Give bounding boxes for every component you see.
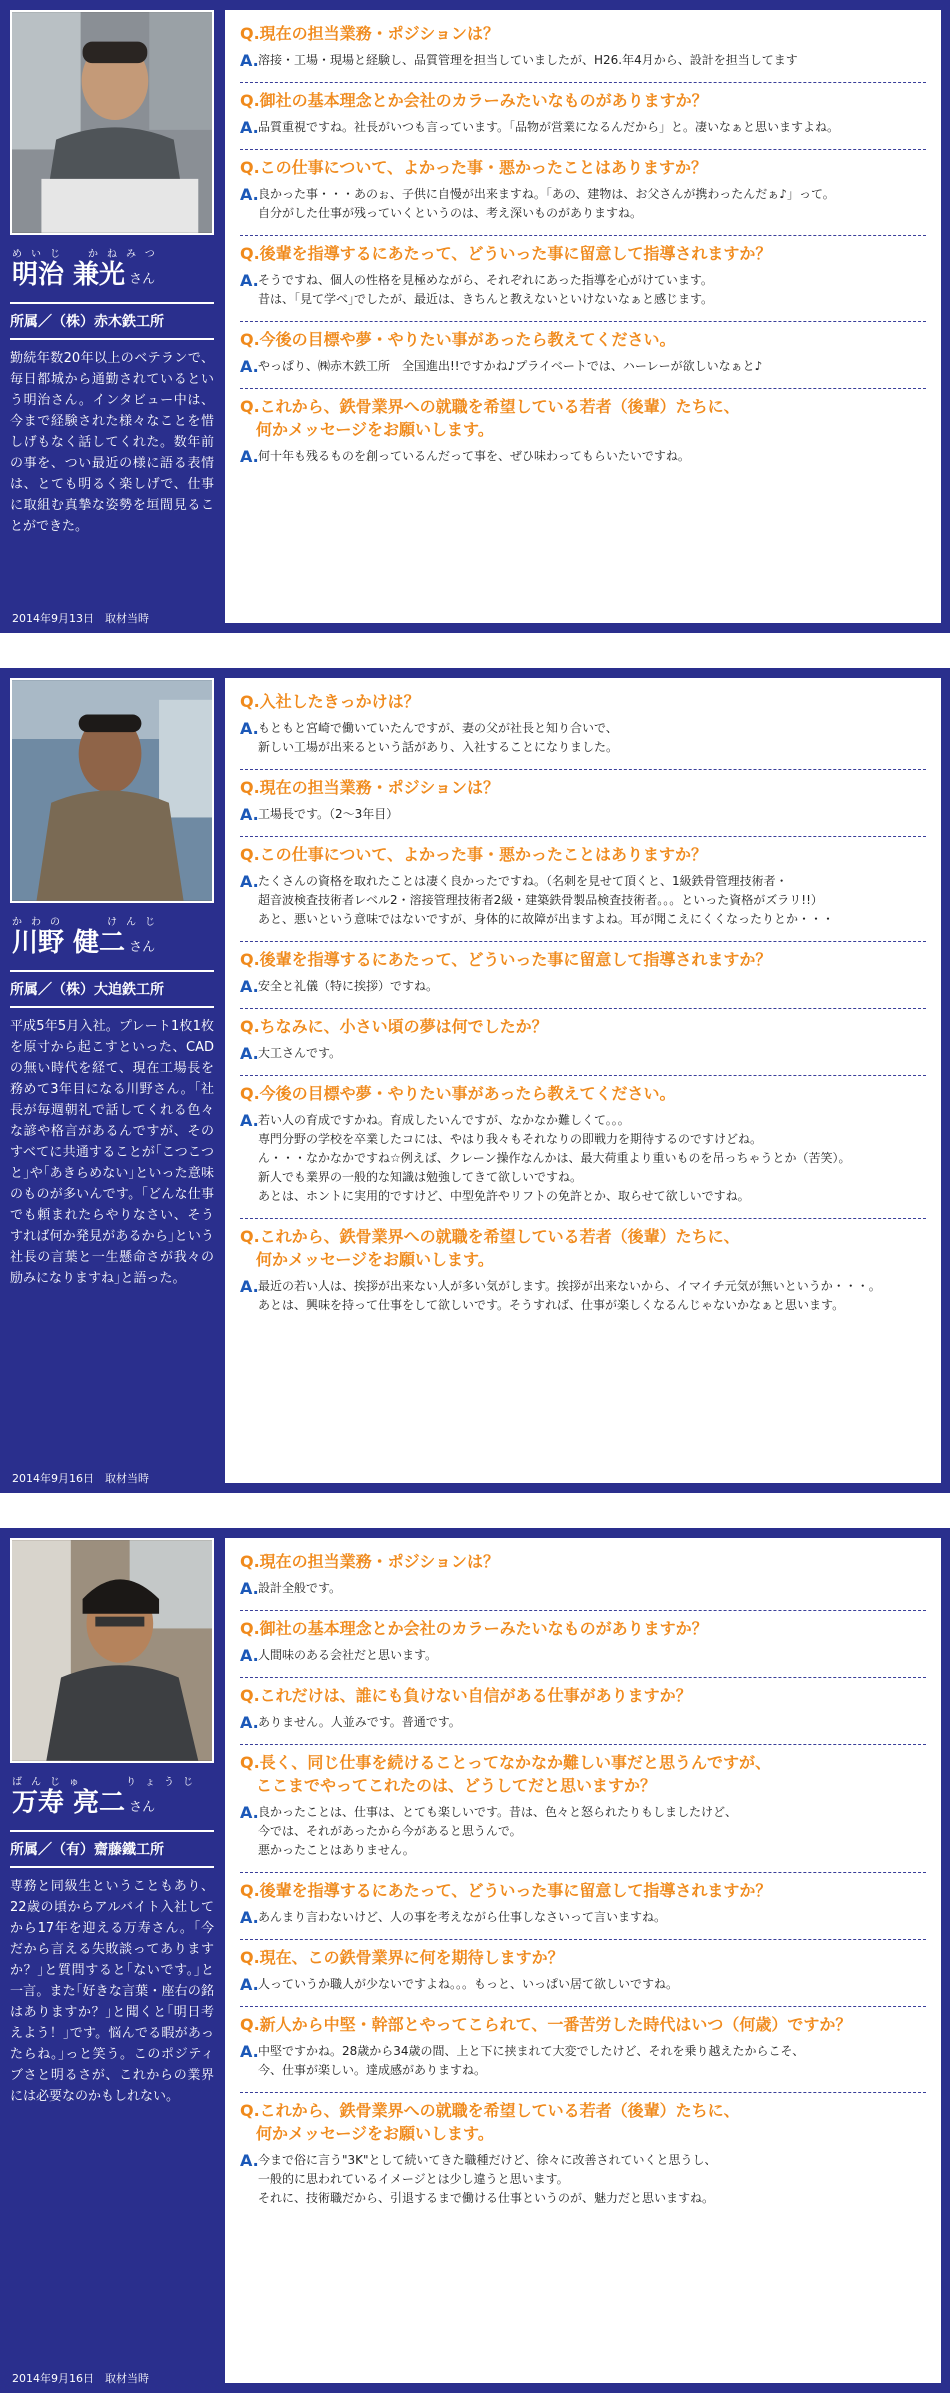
qa-item	[240, 322, 926, 389]
name-reading: かわの けんじ	[12, 917, 164, 928]
answer-mark: A.	[240, 1713, 259, 1732]
profile-panel	[10, 678, 214, 1289]
answer-mark: A.	[240, 1908, 259, 1927]
answer	[240, 1713, 926, 1732]
photo-illustration	[12, 1540, 212, 1761]
interview-card	[0, 668, 950, 1493]
divider	[10, 1006, 214, 1008]
qa-item	[240, 2093, 926, 2220]
answer-mark: A.	[240, 357, 259, 376]
company-affiliation: 所属／（株）赤木鉄工所	[10, 314, 164, 330]
answer-mark: A.	[240, 271, 259, 290]
company-affiliation: 所属／（株）大迫鉄工所	[10, 982, 164, 998]
qa-item	[240, 837, 926, 942]
qa-item	[240, 83, 926, 150]
interviewee-name	[12, 259, 214, 296]
qa-item	[240, 1745, 926, 1873]
answer-text: 工場長です。（2～3年目）	[258, 807, 399, 821]
answer-text: 設計全般です。	[258, 1581, 342, 1595]
answer	[240, 447, 926, 466]
answer-text: たくさんの資格を取れたことは凄く良かったですね。（名刺を見せて頂くと、1級鉄骨管理技術者・ 超音波検査技術者レベル2・溶接管理技術者2級・建築鉄骨製品検査技術者。。。といった資格がズラリ!!） あと、悪いという意味ではないですが、身体的に故障が出ますよね。耳が聞こえにくくなったりとか・・・	[258, 874, 835, 926]
interviewee-bio: 専務と同級生ということもあり、22歳の頃からアルバイト入社してから17年を迎える万寿さん。｢今だから言える失敗談ってありますか？｣と質問すると｢ないです。｣と一言。また｢好きな言葉・座右の銘はありますか？｣と聞くと｢明日考えよう！｣です。悩んでる暇があったらね。｣っと笑う。このポジティブさと明るさが、これからの業界には必要なのかもしれない。	[10, 1879, 214, 2104]
name-text: 川野 健二	[12, 928, 126, 958]
question: Q.後輩を指導するにあたって、どういった事に留意して指導されますか？	[240, 1881, 772, 1900]
qa-item	[240, 389, 926, 478]
answer-text: 若い人の育成ですかね。育成したいんですが、なかなか難しくて。。。 専門分野の学校を卒業したコには、やはり我々もそれなりの即戦力を期待するのですけどね。 ん・・・なかなかですね☆例えば、クレーン操作なんかは、最大荷重より重いものを吊っちゃうとか（苦笑）。 新人でも業界の一般的な知識は勉強してきて欲しいですね。 あとは、ホントに実用的ですけど、中型免許やリフトの免許とか、取らせて欲しいですね。	[258, 1113, 851, 1203]
qa-item	[240, 236, 926, 322]
qa-item	[240, 1678, 926, 1745]
qa-item	[240, 150, 926, 236]
answer-mark: A.	[240, 51, 259, 70]
answer-text: 中堅ですかね。28歳から34歳の間、上と下に挟まれて大変でしたけど、それを乗り越えたからこそ、 今、仕事が楽しい。達成感がありますね。	[258, 2044, 805, 2077]
qa-item	[240, 770, 926, 837]
answer-mark: A.	[240, 1803, 259, 1822]
interviewee-name	[12, 1787, 214, 1824]
answer-text: 良かった事・・・あのぉ、子供に自慢が出来ますね。「あの、建物は、お父さんが携わったんだぁ♪」って。 自分がした仕事が残っていくというのは、考え深いものがありますね。	[258, 187, 835, 220]
answer-mark: A.	[240, 118, 259, 137]
qa-item	[240, 1009, 926, 1076]
honorific: さん	[129, 1800, 156, 1815]
qa-panel	[225, 1538, 941, 2383]
answer-text: 今まで俗に言う"3K"として続いてきた職種だけど、徐々に改善されていくと思うし、 一般的に思われているイメージとは少し違うと思います。 それに、技術職だから、引退するまで働ける仕事というのが、魅力だと思いますね。	[258, 2153, 717, 2205]
question: Q.新人から中堅・幹部とやってこられて、一番苦労した時代はいつ（何歳）ですか？	[240, 2015, 852, 2034]
answer	[240, 1044, 926, 1063]
interviewee-photo	[10, 10, 214, 235]
answer	[240, 1803, 926, 1860]
answer-mark: A.	[240, 447, 259, 466]
answer-text: 何十年も残るものを創っているんだって事を、ぜひ味わってもらいたいですね。	[258, 449, 690, 463]
answer	[240, 805, 926, 824]
interview-date: 2014年9月13日 取材当時	[12, 612, 149, 625]
answer	[240, 2042, 926, 2080]
answer	[240, 1579, 926, 1598]
answer-text: 溶接・工場・現場と経験し、品質管理を担当していましたが、H26.年4月から、設計を担当してます	[258, 53, 798, 67]
answer	[240, 977, 926, 996]
question: Q.長く、同じ仕事を続けることってなかなか難しい事だと思うんですが、 ここまでやってこれたのは、どうしてだと思いますか？	[240, 1753, 772, 1795]
qa-item	[240, 942, 926, 1009]
answer-text: 大工さんです。	[258, 1046, 342, 1060]
question: Q.入社したきっかけは？	[240, 692, 420, 711]
question: Q.後輩を指導するにあたって、どういった事に留意して指導されますか？	[240, 950, 772, 969]
photo-illustration	[12, 12, 212, 233]
qa-item	[240, 1940, 926, 2007]
question: Q.御社の基本理念とか会社のカラーみたいなものがありますか？	[240, 1619, 708, 1638]
question: Q.現在の担当業務・ポジションは？	[240, 24, 499, 43]
question: Q.これから、鉄骨業界への就職を希望している若者（後輩）たちに、 何かメッセージをお願いします。	[240, 1227, 740, 1269]
question: Q.今後の目標や夢・やりたい事があったら教えてください。	[240, 1084, 676, 1103]
answer	[240, 1646, 926, 1665]
interview-card	[0, 1528, 950, 2393]
answer-mark: A.	[240, 185, 259, 204]
interviewee-photo	[10, 678, 214, 903]
qa-item	[240, 1873, 926, 1940]
answer-text: 人っていうか職人が少ないですよね。。。もっと、いっぱい居て欲しいですね。	[258, 1977, 679, 1991]
honorific: さん	[129, 272, 156, 287]
answer	[240, 357, 926, 376]
answer-mark: A.	[240, 1646, 259, 1665]
question: Q.これから、鉄骨業界への就職を希望している若者（後輩）たちに、 何かメッセージをお願いします。	[240, 2101, 740, 2143]
qa-item	[240, 684, 926, 770]
company-affiliation: 所属／（有）齋藤鐵工所	[10, 1842, 164, 1858]
qa-item	[240, 1076, 926, 1219]
profile-panel	[10, 1538, 214, 2107]
interview-card	[0, 0, 950, 633]
interview-date: 2014年9月16日 取材当時	[12, 2372, 149, 2385]
answer	[240, 1111, 926, 1206]
honorific: さん	[129, 940, 156, 955]
interviewee-bio: 勤続年数20年以上のベテランで、毎日都城から通勤されているという明治さん。インタビュー中は、今まで経験された様々なことを惜しげもなく話してくれた。数年前の事を、つい最近の様に語る表情は、とても明るく楽しげで、仕事に取組む真摯な姿勢を垣間見ることができた。	[10, 351, 214, 534]
name-reading: ばんじゅ りょうじ	[12, 1777, 202, 1788]
answer-text: やっぱり、㈱赤木鉄工所 全国進出!!ですかね♪プライベートでは、ハーレーが欲しいなぁと♪	[258, 359, 763, 373]
interviewee-photo	[10, 1538, 214, 1763]
answer-text: ありません。人並みです。普通です。	[258, 1715, 461, 1729]
answer	[240, 271, 926, 309]
answer-mark: A.	[240, 977, 259, 996]
qa-item	[240, 1219, 926, 1327]
answer-text: もともと宮崎で働いていたんですが、妻の父が社長と知り合いで、 新しい工場が出来るという話があり、入社することになりました。	[258, 721, 619, 754]
photo-illustration	[12, 680, 212, 901]
answer-text: 品質重視ですね。社長がいつも言っています。「品物が営業になるんだから」と。凄いなぁと思いますよね。	[258, 120, 840, 134]
name-text: 万寿 亮二	[12, 1788, 126, 1818]
answer-text: あんまり言わないけど、人の事を考えながら仕事しなさいって言いますね。	[258, 1910, 667, 1924]
answer-mark: A.	[240, 2151, 259, 2170]
question: Q.現在、この鉄骨業界に何を期待しますか？	[240, 1948, 564, 1967]
question: Q.現在の担当業務・ポジションは？	[240, 1552, 499, 1571]
answer-mark: A.	[240, 872, 259, 891]
question: Q.この仕事について、よかった事・悪かったことはありますか？	[240, 845, 708, 864]
qa-item	[240, 1544, 926, 1611]
divider	[10, 302, 214, 304]
answer-text: 人間味のある会社だと思います。	[258, 1648, 438, 1662]
answer-text: 最近の若い人は、挨拶が出来ない人が多い気がします。挨拶が出来ないから、イマイチ元気が無いというか・・・。 あとは、興味を持って仕事をして欲しいです。そうすれば、仕事が楽しくなるんじゃないかなぁと思います。	[258, 1279, 881, 1312]
question: Q.御社の基本理念とか会社のカラーみたいなものがありますか？	[240, 91, 708, 110]
name-text: 明治 兼光	[12, 260, 126, 290]
answer	[240, 51, 926, 70]
answer	[240, 1277, 926, 1315]
question: Q.ちなみに、小さい頃の夢は何でしたか？	[240, 1017, 548, 1036]
answer	[240, 1908, 926, 1927]
answer-mark: A.	[240, 1111, 259, 1130]
interview-date: 2014年9月16日 取材当時	[12, 1472, 149, 1485]
qa-item	[240, 2007, 926, 2093]
answer-mark: A.	[240, 1975, 259, 1994]
answer-mark: A.	[240, 805, 259, 824]
answer-mark: A.	[240, 2042, 259, 2061]
qa-item	[240, 1611, 926, 1678]
divider	[10, 1866, 214, 1868]
profile-panel	[10, 10, 214, 537]
divider	[10, 338, 214, 340]
answer-mark: A.	[240, 1044, 259, 1063]
answer-text: 良かったことは、仕事は、とても楽しいです。昔は、色々と怒られたりもしましたけど、 今では、それがあったから今があると思うんで。 悪かったことはありません。	[258, 1805, 738, 1857]
answer-mark: A.	[240, 719, 259, 738]
answer	[240, 872, 926, 929]
qa-item	[240, 16, 926, 83]
answer	[240, 185, 926, 223]
answer-mark: A.	[240, 1579, 259, 1598]
interviewee-bio: 平成5年5月入社。プレート1枚1枚を原寸から起こすといった、CADの無い時代を経て、現在工場長を務めて3年目になる川野さん。｢社長が毎週朝礼で話してくれる色々な諺や格言があるんですが、そのすべてに共通することが｢こつこつと｣や｢あきらめない｣といった意味のものが多いんです。｢どんな仕事でも頼まれたらやりなさい、そうすれば何か発見があるから｣という社長の言葉と一生懸命さが我々の励みになりますね｣と語った。	[10, 1019, 214, 1286]
qa-panel	[225, 10, 941, 623]
divider	[10, 970, 214, 972]
question: Q.この仕事について、よかった事・悪かったことはありますか？	[240, 158, 708, 177]
name-reading: めいじ かねみつ	[12, 249, 164, 260]
answer	[240, 1975, 926, 1994]
question: Q.後輩を指導するにあたって、どういった事に留意して指導されますか？	[240, 244, 772, 263]
answer	[240, 2151, 926, 2208]
question: Q.これから、鉄骨業界への就職を希望している若者（後輩）たちに、 何かメッセージをお願いします。	[240, 397, 740, 439]
qa-panel	[225, 678, 941, 1483]
divider	[10, 1830, 214, 1832]
answer	[240, 719, 926, 757]
interviewee-name	[12, 927, 214, 964]
answer-text: 安全と礼儀（特に挨拶）ですね。	[258, 979, 439, 993]
question: Q.今後の目標や夢・やりたい事があったら教えてください。	[240, 330, 676, 349]
answer-mark: A.	[240, 1277, 259, 1296]
answer	[240, 118, 926, 137]
answer-text: そうですね、個人の性格を見極めながら、それぞれにあった指導を心がけています。 昔は、｢見て学べ｣でしたが、最近は、きちんと教えないといけないなぁと感じます。	[258, 273, 714, 306]
question: Q.これだけは、誰にも負けない自信がある仕事がありますか？	[240, 1686, 692, 1705]
question: Q.現在の担当業務・ポジションは？	[240, 778, 499, 797]
